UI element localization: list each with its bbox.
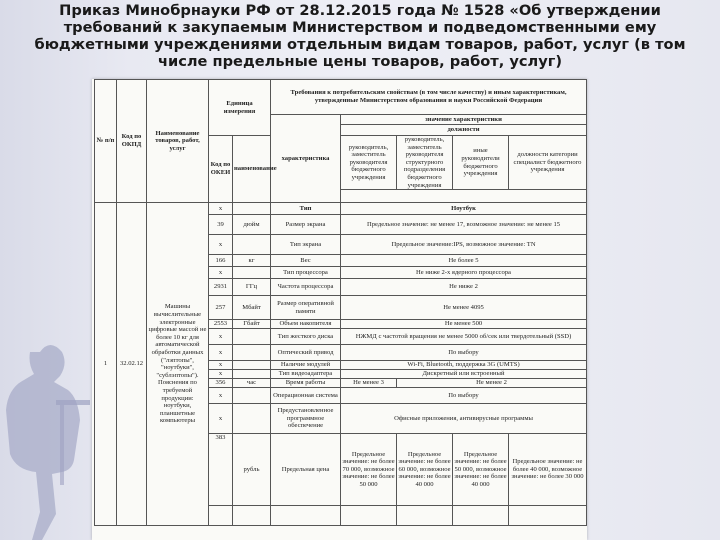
empty-cell <box>209 506 233 526</box>
row-unit <box>233 370 271 379</box>
row-unit: дюйм <box>233 215 271 235</box>
row-characteristic: Размер оперативной памяти <box>271 296 341 320</box>
type-okei: x <box>209 203 233 215</box>
header-okpd-code: Код по ОКПД <box>117 80 147 203</box>
row-okei: x <box>209 345 233 361</box>
battery-value-1: Не менее 3 <box>341 379 397 388</box>
header-position-2: руководитель, заместитель руководителя структурного подразделения бюджетного учреждения <box>397 136 453 190</box>
row-characteristic: Тип жесткого диска <box>271 329 341 345</box>
row-okei: x <box>209 235 233 255</box>
row-okei: 257 <box>209 296 233 320</box>
type-unit <box>233 203 271 215</box>
header-characteristic: характеристика <box>271 115 341 203</box>
row-value: Не ниже 2-х ядерного процессора <box>341 267 587 279</box>
row-unit <box>233 361 271 370</box>
price-value-1: Предельное значение: не более 70 000, возможное значение: не более 50 000 <box>341 434 397 506</box>
header-position-3: иные руководители бюджетного учреждения <box>453 136 509 190</box>
os-okei: x <box>209 388 233 404</box>
empty-cell <box>341 506 397 526</box>
empty-cell <box>397 506 453 526</box>
row-characteristic: Объем накопителя <box>271 320 341 329</box>
os-value: По выбору <box>341 388 587 404</box>
header-okei: Код по ОКЕИ <box>209 136 233 203</box>
row-value: По выбору <box>341 345 587 361</box>
row-characteristic: Оптический привод <box>271 345 341 361</box>
row-unit <box>233 235 271 255</box>
header-requirements: Требования к потребительским свойствам (в том числе качеству) и иным характеристикам, утвержденные Министерством образования и науки Российской Федерации <box>271 80 587 115</box>
row-characteristic: Тип видеоадаптера <box>271 370 341 379</box>
row-characteristic: Тип экрана <box>271 235 341 255</box>
row-unit <box>233 267 271 279</box>
row-okei: x <box>209 267 233 279</box>
row-okei: x <box>209 361 233 370</box>
row-value: Предельное значение:IPS, возможное значение: TN <box>341 235 587 255</box>
item-name: Машины вычислительные электронные цифровые массой не более 10 кг для автоматической обработки данных ("лэптопы", "ноутбуки", "сублэптопы"). Пояснения по требуемой продукции: ноутбуки, планшетные компьютеры <box>147 203 209 526</box>
row-unit <box>233 345 271 361</box>
person-silhouette-icon <box>0 330 90 540</box>
battery-value-2: Не менее 2 <box>397 379 587 388</box>
software-unit <box>233 404 271 434</box>
header-spacer <box>341 190 587 203</box>
row-unit: ГГц <box>233 279 271 296</box>
software-okei: x <box>209 404 233 434</box>
row-okei: x <box>209 370 233 379</box>
row-value: Wi-Fi, Bluetooth, поддержка 3G (UMTS) <box>341 361 587 370</box>
slide-title: Приказ Минобрнауки РФ от 28.12.2015 года № 1528 «Об утверждении требований к закупаемым Министерством и подведомственными ему бюджетными учреждениями отдельным видам товаров, работ, услуг (в том числе предельные цены товаров, работ, услуг) <box>34 2 686 70</box>
item-code: 32.02.12 <box>117 203 147 526</box>
row-value: НЖМД с частотой вращения не менее 5000 об/сек или твердотельный (SSD) <box>341 329 587 345</box>
row-characteristic: Вес <box>271 255 341 267</box>
battery-okei: 356 <box>209 379 233 388</box>
row-value: Предельное значение: не менее 17, возможное значение: не менее 15 <box>341 215 587 235</box>
price-unit: рубль <box>233 434 271 506</box>
price-okei: 383 <box>209 434 233 506</box>
row-value: Не более 5 <box>341 255 587 267</box>
battery-unit: час <box>233 379 271 388</box>
row-unit <box>233 329 271 345</box>
header-position-4: должности категории специалист бюджетного учреждения <box>509 136 587 190</box>
row-value: Не менее 500 <box>341 320 587 329</box>
document-scan <box>92 79 587 540</box>
header-positions: должности <box>341 125 587 136</box>
header-position-1: руководитель, заместитель руководителя бюджетного учреждения <box>341 136 397 190</box>
row-okei: 2931 <box>209 279 233 296</box>
os-unit <box>233 388 271 404</box>
price-value-2: Предельное значение: не более 60 000, возможное значение: не более 40 000 <box>397 434 453 506</box>
software-characteristic: Предустановленное программное обеспечение <box>271 404 341 434</box>
empty-cell <box>509 506 587 526</box>
row-unit: Гбайт <box>233 320 271 329</box>
row-okei: 39 <box>209 215 233 235</box>
row-characteristic: Тип процессора <box>271 267 341 279</box>
header-unit-name: наименование <box>233 136 271 203</box>
software-value: Офисные приложения, антивирусные программы <box>341 404 587 434</box>
type-label: Тип <box>271 203 341 215</box>
price-value-4: Предельное значение: не более 40 000, возможное значение: не более 30 000 <box>509 434 587 506</box>
header-num: № п/п <box>95 80 117 203</box>
row-okei: x <box>209 329 233 345</box>
row-characteristic: Частота процессора <box>271 279 341 296</box>
header-name: Наименование товаров, работ, услуг <box>147 80 209 203</box>
type-value: Ноутбук <box>341 203 587 215</box>
empty-cell <box>453 506 509 526</box>
table-row <box>95 203 587 215</box>
battery-characteristic: Время работы <box>271 379 341 388</box>
header-unit-group: Единица измерения <box>209 80 271 136</box>
empty-cell <box>233 506 271 526</box>
empty-cell <box>271 506 341 526</box>
row-value: Дискретный или встроенный <box>341 370 587 379</box>
header-value-group: значение характеристики <box>341 115 587 125</box>
row-okei: 2553 <box>209 320 233 329</box>
os-characteristic: Операционная система <box>271 388 341 404</box>
price-value-3: Предельное значение: не более 50 000, возможное значение: не более 40 000 <box>453 434 509 506</box>
item-num: 1 <box>95 203 117 526</box>
row-unit: кг <box>233 255 271 267</box>
row-unit: Мбайт <box>233 296 271 320</box>
row-characteristic: Наличие модулей <box>271 361 341 370</box>
price-characteristic: Предельная цена <box>271 434 341 506</box>
requirements-table <box>94 79 587 526</box>
row-characteristic: Размер экрана <box>271 215 341 235</box>
row-value: Не ниже 2 <box>341 279 587 296</box>
row-value: Не менее 4095 <box>341 296 587 320</box>
row-okei: 166 <box>209 255 233 267</box>
